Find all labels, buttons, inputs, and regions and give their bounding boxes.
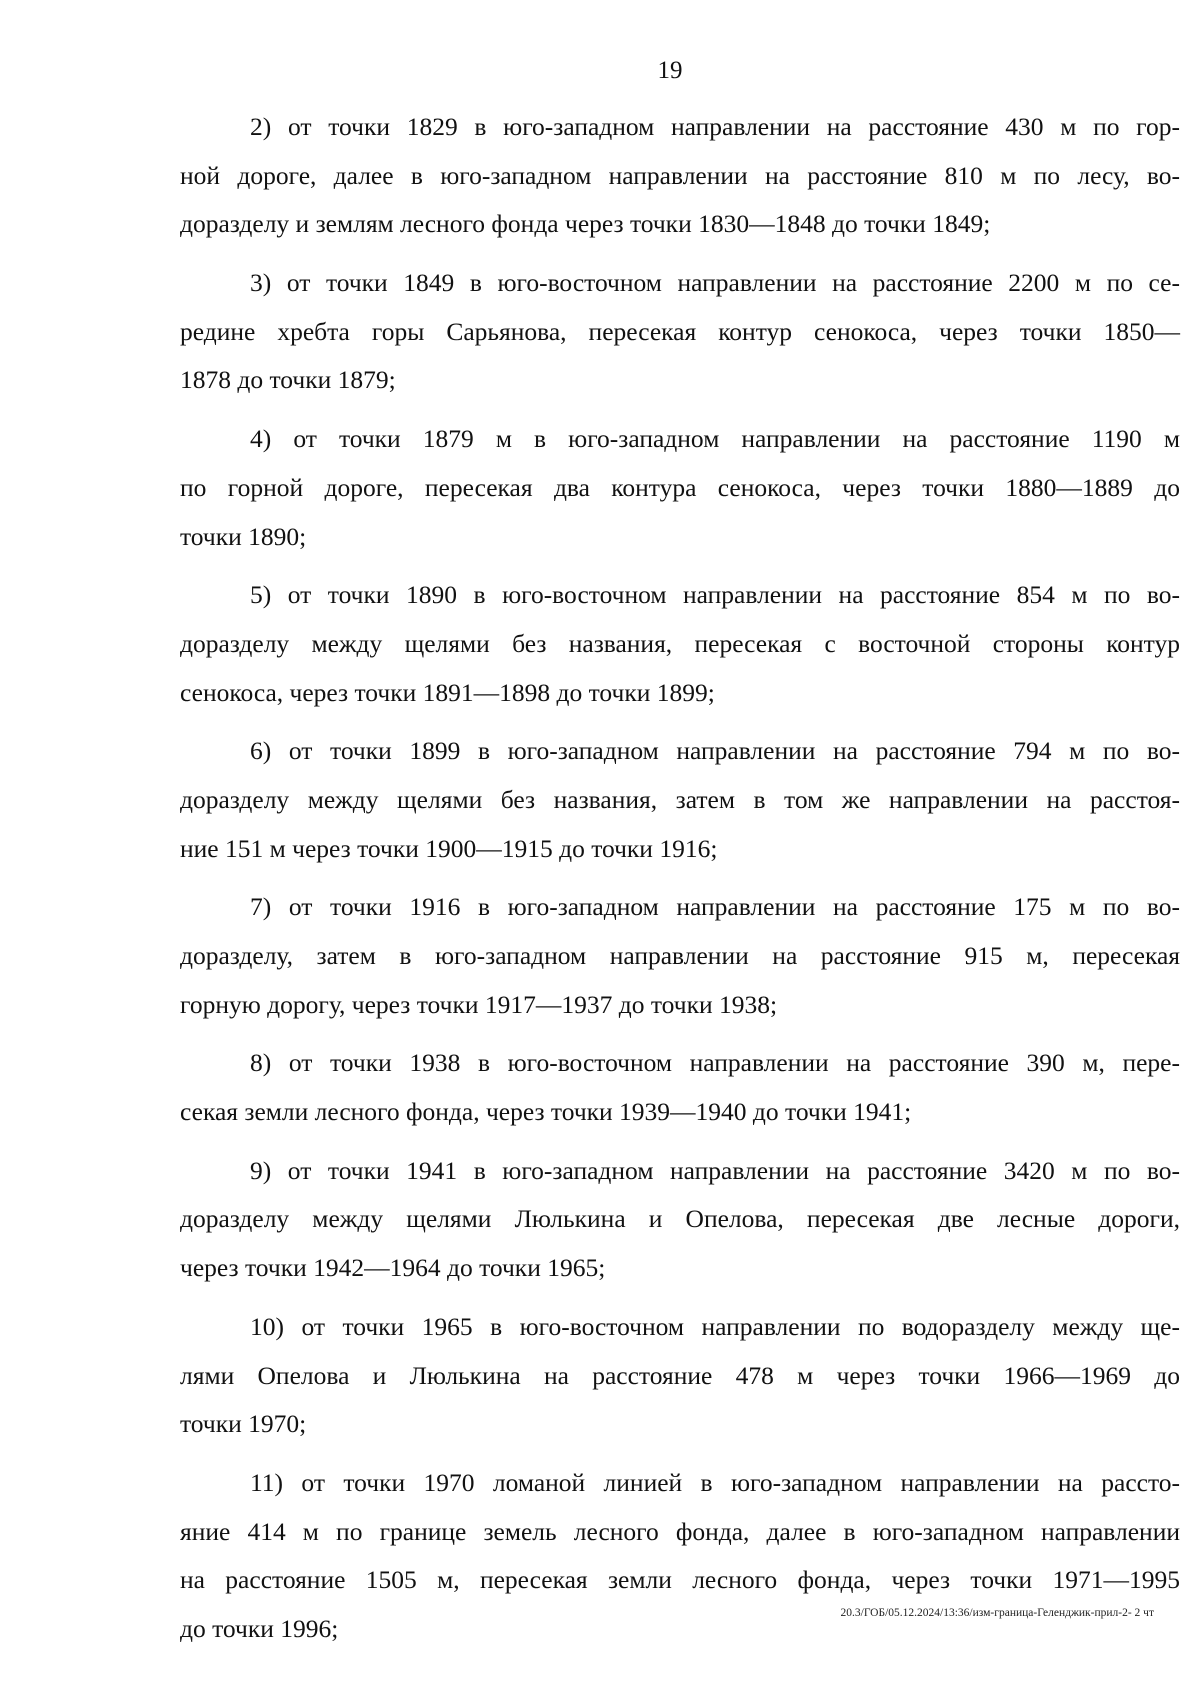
paragraph-line: 11) от точки 1970 ломаной линией в юго-западном направлении на рассто-: [250, 1467, 1180, 1497]
paragraph-line: 5) от точки 1890 в юго-восточном направлении на расстояние 854 м по во-: [250, 580, 1180, 610]
paragraph-line: 4) от точки 1879 м в юго-западном направлении на расстояние 1190 м: [250, 424, 1180, 454]
list-item-paragraph: [180, 883, 1180, 1029]
paragraph-line: 8) от точки 1938 в юго-восточном направлении на расстояние 390 м, пере-: [250, 1048, 1180, 1078]
paragraph-line: лями Опелова и Люлькина на расстояние 478 м через точки 1966—1969 до: [180, 1360, 1180, 1390]
list-item-paragraph: [180, 571, 1180, 717]
paragraph-line: 10) от точки 1965 в юго-восточном направлении по водоразделу между ще-: [250, 1311, 1180, 1341]
paragraph-line: доразделу, затем в юго-западном направлении на расстояние 915 м, пересекая: [180, 941, 1180, 970]
paragraph-line: до точки 1996;: [180, 1613, 339, 1643]
list-item-paragraph: [180, 727, 1180, 873]
paragraph-line: ной дороге, далее в юго-западном направлении на расстояние 810 м по лесу, во-: [180, 160, 1180, 190]
paragraph-line: точки 1970;: [180, 1409, 307, 1439]
paragraph-line: на расстояние 1505 м, пересекая земли лесного фонда, через точки 1971—1995: [180, 1565, 1180, 1595]
paragraph-line: доразделу между щелями без названия, затем в том же направлении на расстоя-: [180, 784, 1180, 814]
paragraph-line: горную дорогу, через точки 1917—1937 до точки 1938;: [180, 989, 778, 1019]
list-item-paragraph: [180, 415, 1180, 561]
list-item-paragraph: [180, 259, 1180, 405]
paragraph-line: яние 414 м по границе земель лесного фонда, далее в юго-западном направлении: [180, 1516, 1180, 1546]
paragraph-line: по горной дороге, пересекая два контура сенокоса, через точки 1880—1889 до: [180, 472, 1180, 502]
paragraph-line: 7) от точки 1916 в юго-западном направлении на расстояние 175 м по во-: [250, 892, 1180, 922]
paragraph-line: 6) от точки 1899 в юго-западном направлении на расстояние 794 м по во-: [250, 736, 1180, 766]
page-number: 19: [657, 57, 683, 84]
paragraph-line: 1878 до точки 1879;: [180, 365, 396, 395]
paragraph-line: доразделу между щелями без названия, пересекая с восточной стороны контур: [180, 628, 1180, 658]
list-item-paragraph: [180, 1459, 1180, 1654]
paragraph-line: доразделу между щелями Люлькина и Опелова, пересекая две лесные дороги,: [180, 1204, 1180, 1234]
paragraph-line: секая земли лесного фонда, через точки 1939—1940 до точки 1941;: [180, 1097, 912, 1127]
paragraph-line: ние 151 м через точки 1900—1915 до точки 1916;: [180, 833, 718, 863]
paragraph-line: 9) от точки 1941 в юго-западном направлении на расстояние 3420 м по во-: [250, 1155, 1180, 1185]
paragraph-line: через точки 1942—1964 до точки 1965;: [180, 1253, 606, 1283]
paragraph-line: точки 1890;: [180, 521, 307, 551]
list-item-paragraph: [180, 1303, 1180, 1449]
list-item-paragraph: [180, 103, 1180, 249]
document-body: [180, 103, 1180, 1664]
paragraph-line: доразделу и землям лесного фонда через точки 1830—1848 до точки 1849;: [180, 209, 991, 239]
list-item-paragraph: [180, 1039, 1180, 1136]
list-item-paragraph: [180, 1147, 1180, 1293]
document-footer-code: 20.3/ГОБ/05.12.2024/13:36/изм-граница-Геленджик-прил-2- 2 чт: [840, 1607, 1154, 1619]
paragraph-line: 2) от точки 1829 в юго-западном направлении на расстояние 430 м по гор-: [250, 112, 1180, 141]
paragraph-line: редине хребта горы Сарьянова, пересекая контур сенокоса, через точки 1850—: [180, 316, 1180, 346]
paragraph-line: 3) от точки 1849 в юго-восточном направлении на расстояние 2200 м по се-: [250, 268, 1180, 298]
paragraph-line: сенокоса, через точки 1891—1898 до точки 1899;: [180, 677, 715, 707]
